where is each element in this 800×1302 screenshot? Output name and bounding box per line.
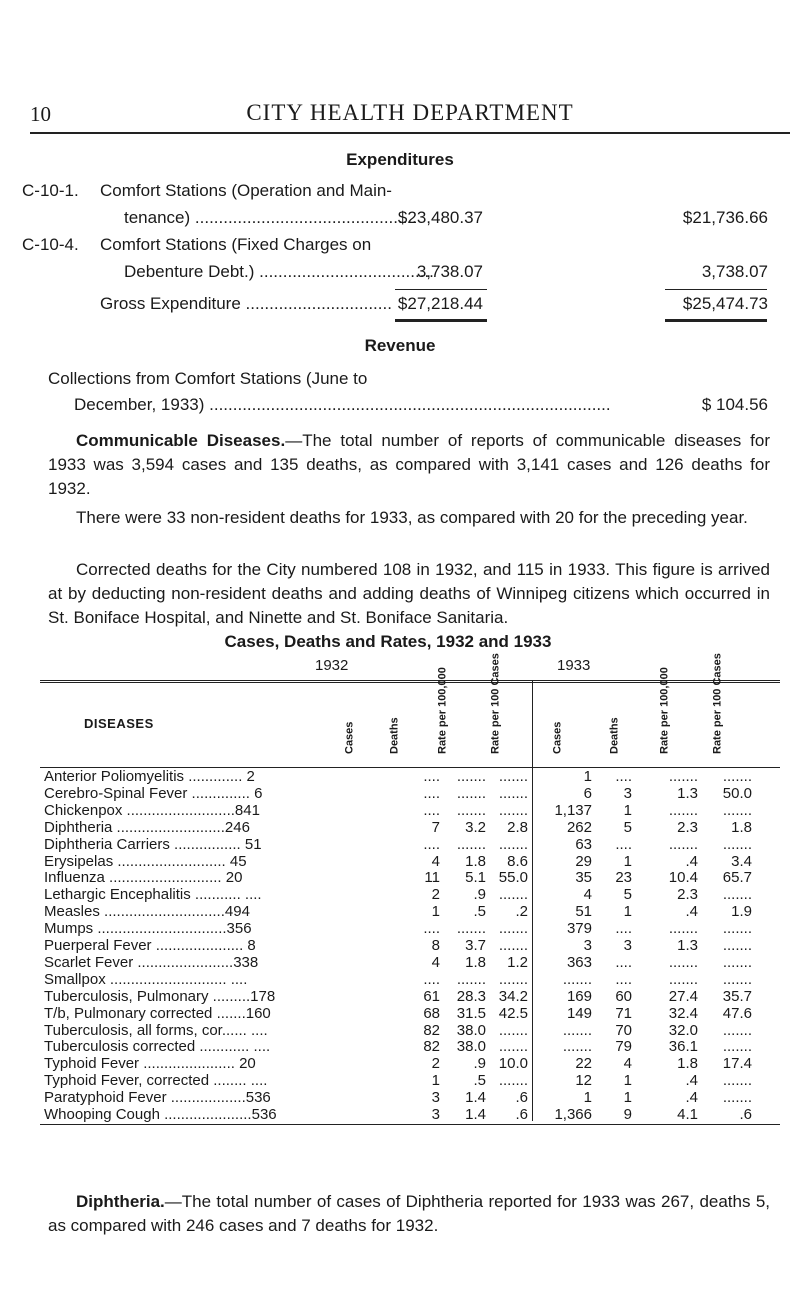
table-cell: 31.5 — [456, 1004, 486, 1022]
diphtheria-text: —The total number of cases of Diphtheria reported for 1933 was 267, deaths 5, as compared with 246 cases and 7 deaths for 1932. — [48, 1192, 770, 1235]
exp-line1-1: Comfort Stations (Operation and Main- — [100, 181, 392, 200]
table-cell: 28.3 — [456, 987, 486, 1005]
table-cell: 82 — [423, 1021, 440, 1039]
table-row — [40, 920, 780, 937]
table-cell: 3.2 — [465, 818, 486, 836]
table-row — [40, 954, 780, 971]
table-row — [40, 886, 780, 903]
table-cell: ....... — [498, 835, 528, 853]
diphtheria-paragraph — [48, 1190, 770, 1238]
table-cell: 55.0 — [498, 869, 528, 887]
disease-name: Erysipelas .......................... 45 — [44, 852, 247, 870]
table-cell: ....... — [722, 1038, 752, 1056]
revenue-amount: $ 104.56 — [698, 395, 768, 415]
table-cell: ....... — [456, 784, 486, 802]
table-cell: 8.6 — [507, 852, 528, 870]
table-cell: 1 — [623, 1072, 632, 1090]
table-cell: .5 — [473, 1072, 486, 1090]
table-cell: .9 — [473, 886, 486, 904]
table-row — [40, 785, 780, 802]
table-cell: ....... — [498, 1072, 528, 1090]
table-cell: .... — [423, 920, 440, 938]
gross-amount-a: $27,218.44 — [397, 294, 483, 313]
year-1933: 1933 — [557, 657, 591, 674]
table-row — [40, 819, 780, 836]
table-cell: 1.8 — [465, 953, 486, 971]
running-title: CITY HEALTH DEPARTMENT — [246, 100, 574, 125]
table-cell: 1,137 — [554, 801, 592, 819]
table-cell: .9 — [473, 1055, 486, 1073]
table-cell: .2 — [515, 903, 528, 921]
table-cell: .... — [615, 953, 632, 971]
table-row — [40, 1072, 780, 1089]
table-row — [40, 988, 780, 1005]
table-cell: 1 — [623, 801, 632, 819]
table-cell: 61 — [423, 987, 440, 1005]
table-cell: .... — [423, 801, 440, 819]
disease-name: T/b, Pulmonary corrected .......160 — [44, 1004, 271, 1022]
table-cell: 1 — [623, 1089, 632, 1107]
exp-line2-2: Debenture Debt.) — [124, 262, 255, 281]
nonresident-paragraph: There were 33 non-resident deaths for 1933, as compared with 20 for the preceding year. — [76, 508, 748, 527]
gross-amount-b: $25,474.73 — [682, 294, 768, 313]
disease-name: Cerebro-Spinal Fever .............. 6 — [44, 784, 263, 802]
table-cell: ....... — [498, 801, 528, 819]
table-bottom-rule — [40, 1124, 780, 1125]
table-cell: ....... — [562, 970, 592, 988]
table-cell: .... — [615, 920, 632, 938]
table-cell: 5 — [623, 886, 632, 904]
table-cell: ....... — [722, 1089, 752, 1107]
exp-amount-a-2: 3,738.07 — [416, 262, 483, 281]
disease-name: Diphtheria Carriers ................ 51 — [44, 835, 262, 853]
table-cell: 35 — [575, 869, 592, 887]
table-cell: ....... — [456, 835, 486, 853]
table-cell: 27.4 — [668, 987, 698, 1005]
disease-name: Puerperal Fever ..................... 8 — [44, 937, 256, 954]
communicable-head: Communicable Diseases. — [76, 431, 286, 450]
table-cell: 2 — [431, 886, 440, 904]
exp-subtotal-rule-a — [395, 289, 487, 290]
table-row — [40, 1005, 780, 1022]
page-number: 10 — [30, 102, 51, 126]
table-cell: .4 — [685, 903, 698, 921]
table-cell: 4 — [583, 886, 592, 904]
table-cell: 10.4 — [668, 869, 698, 887]
table-cell: 1 — [623, 903, 632, 921]
table-cell: 34.2 — [498, 987, 528, 1005]
table-cell: 1.8 — [677, 1055, 698, 1073]
table-cell: 8 — [431, 937, 440, 954]
table-cell: ....... — [668, 835, 698, 853]
table-cell: 3.4 — [731, 852, 752, 870]
table-cell: ....... — [456, 801, 486, 819]
table-cell: .4 — [685, 1089, 698, 1107]
table-cell: 169 — [566, 987, 592, 1005]
exp-amount-b-1: $21,736.66 — [682, 208, 768, 227]
table-cell: 3 — [623, 784, 632, 802]
table-cell: .... — [423, 835, 440, 853]
table-cell: 38.0 — [456, 1021, 486, 1039]
table-cell: 32.0 — [668, 1021, 698, 1039]
gross-double-rule-a — [395, 319, 487, 322]
table-title: Cases, Deaths and Rates, 1932 and 1933 — [224, 632, 552, 651]
table-cell: 17.4 — [722, 1055, 752, 1073]
table-cell: ....... — [456, 768, 486, 785]
table-cell: 32.4 — [668, 1004, 698, 1022]
table-cell: 23 — [615, 869, 632, 887]
table-cell: 47.6 — [722, 1004, 752, 1022]
table-cell: 1 — [431, 1072, 440, 1090]
table-cell: .... — [423, 784, 440, 802]
table-cell: ....... — [722, 835, 752, 853]
table-cell: ....... — [456, 920, 486, 938]
disease-name: Tuberculosis, all forms, cor...... .... — [44, 1021, 268, 1039]
table-row — [40, 802, 780, 819]
table-cell: 70 — [615, 1021, 632, 1039]
table-cell: 22 — [575, 1055, 592, 1073]
table-row — [40, 869, 780, 886]
col-deaths-1933: Deaths — [608, 717, 621, 754]
disease-name: Whooping Cough .....................536 — [44, 1106, 277, 1123]
table-cell: .4 — [685, 1072, 698, 1090]
table-cell: ....... — [722, 1021, 752, 1039]
table-cell: ....... — [722, 920, 752, 938]
table-cell: .4 — [685, 852, 698, 870]
table-cell: ....... — [668, 920, 698, 938]
table-cell: 2.8 — [507, 818, 528, 836]
table-cell: 3 — [431, 1106, 440, 1123]
table-cell: ....... — [722, 1072, 752, 1090]
col-cases-1932: Cases — [343, 721, 356, 754]
table-cell: 1.3 — [677, 784, 698, 802]
table-cell: 1 — [623, 852, 632, 870]
table-cell: 5 — [623, 818, 632, 836]
table-cell: 36.1 — [668, 1038, 698, 1056]
gross-label: Gross Expenditure — [100, 294, 241, 313]
table-row — [40, 836, 780, 853]
table-row — [40, 853, 780, 870]
col-rate-100cases-1933: Rate per 100 Cases — [711, 653, 724, 754]
table-cell: ....... — [668, 768, 698, 785]
table-cell: ....... — [722, 768, 752, 785]
page-header — [30, 98, 790, 134]
table-cell: 2 — [431, 1055, 440, 1073]
disease-name: Tuberculosis corrected ............ .... — [44, 1038, 271, 1056]
table-cell: ....... — [498, 768, 528, 785]
col-cases-1933: Cases — [551, 721, 564, 754]
table-cell: 4 — [623, 1055, 632, 1073]
table-cell: ....... — [562, 1021, 592, 1039]
table-cell: 9 — [623, 1106, 632, 1123]
table-cell: .6 — [515, 1106, 528, 1123]
diseases-header: DISEASES — [84, 716, 154, 731]
table-cell: ....... — [456, 970, 486, 988]
table-cell: .5 — [473, 903, 486, 921]
disease-name: Measles .............................494 — [44, 903, 250, 921]
table-cell: 82 — [423, 1038, 440, 1056]
table-cell: ....... — [498, 784, 528, 802]
table-cell: 1 — [583, 1089, 592, 1107]
exp-code-2: C-10-4. — [22, 235, 79, 254]
table-row — [40, 1038, 780, 1055]
table-cell: 4 — [431, 852, 440, 870]
disease-name: Diphtheria ..........................246 — [44, 818, 250, 836]
table-cell: ....... — [498, 886, 528, 904]
expenditures-title: Expenditures — [346, 150, 454, 169]
table-cell: .6 — [515, 1089, 528, 1107]
table-cell: ....... — [722, 886, 752, 904]
exp-amount-a-1: $23,480.37 — [397, 208, 483, 227]
table-cell: 6 — [583, 784, 592, 802]
table-cell: 2.3 — [677, 818, 698, 836]
table-cell: .... — [615, 768, 632, 785]
table-cell: ....... — [668, 953, 698, 971]
table-cell: 35.7 — [722, 987, 752, 1005]
table-cell: ....... — [562, 1038, 592, 1056]
table-cell: 2.3 — [677, 886, 698, 904]
table-cell: .... — [423, 768, 440, 785]
table-cell: .6 — [739, 1106, 752, 1123]
table-cell: 4 — [431, 953, 440, 971]
table-cell: 1 — [583, 768, 592, 785]
table-cell: 262 — [566, 818, 592, 836]
table-cell: 65.7 — [722, 869, 752, 887]
table-cell: ....... — [498, 1038, 528, 1056]
corrected-paragraph: Corrected deaths for the City numbered 108 in 1932, and 115 in 1933. This figure is arrived at by deducting non-resident deaths and adding deaths of Winnipeg citizens which occurred in St. Boniface Hospital, and Ninette and St. Boniface Sanitaria. — [48, 560, 770, 627]
table-cell: 379 — [566, 920, 592, 938]
table-cell: 1.4 — [465, 1106, 486, 1123]
table-row — [40, 1106, 780, 1123]
table-cell: 1,366 — [554, 1106, 592, 1123]
col-rate-100000-1933: Rate per 100,000 — [658, 667, 671, 754]
table-cell: ....... — [668, 970, 698, 988]
disease-name: Smallpox ............................ .... — [44, 970, 248, 988]
table-cell: ....... — [498, 970, 528, 988]
table-cell: 1.8 — [731, 818, 752, 836]
table-row — [40, 1089, 780, 1106]
table-cell: 42.5 — [498, 1004, 528, 1022]
table-cell: 60 — [615, 987, 632, 1005]
table-row — [40, 1022, 780, 1039]
year-1932: 1932 — [315, 657, 349, 674]
table-cell: 11 — [424, 869, 440, 887]
table-row — [40, 768, 780, 785]
exp-line2-1: tenance) — [124, 208, 191, 227]
table-cell: 29 — [575, 852, 592, 870]
table-cell: .... — [423, 970, 440, 988]
exp-code-1: C-10-1. — [22, 181, 79, 200]
table-cell: 71 — [615, 1004, 632, 1022]
revenue-line2: December, 1933) — [74, 395, 205, 414]
table-cell: 1.8 — [465, 852, 486, 870]
table-cell: 3 — [623, 937, 632, 954]
table-cell: 1.3 — [677, 937, 698, 954]
disease-name: Typhoid Fever ...................... 20 — [44, 1055, 256, 1073]
col-deaths-1932: Deaths — [388, 717, 401, 754]
diphtheria-head: Diphtheria. — [76, 1192, 165, 1211]
table-cell: 4.1 — [677, 1106, 698, 1123]
table-cell: .... — [615, 970, 632, 988]
disease-name: Typhoid Fever, corrected ........ .... — [44, 1072, 268, 1090]
table-cell: 5.1 — [465, 869, 486, 887]
table-row — [40, 937, 780, 954]
table-cell: 38.0 — [456, 1038, 486, 1056]
table-cell: 1 — [431, 903, 440, 921]
table-row — [40, 903, 780, 920]
disease-name: Chickenpox ..........................841 — [44, 801, 260, 819]
disease-name: Scarlet Fever .......................338 — [44, 953, 259, 971]
table-cell: 363 — [566, 953, 592, 971]
communicable-text: —The total number of reports of communicable diseases for 1933 was 3,594 cases and 135 deaths, as compared with 3,141 cases and 126 deaths for 1932. — [48, 431, 771, 498]
table-cell: 149 — [566, 1004, 592, 1022]
table-cell: ....... — [668, 801, 698, 819]
table-row — [40, 971, 780, 988]
revenue-title: Revenue — [364, 336, 436, 355]
table-cell: 3 — [583, 937, 592, 954]
gross-double-rule-b — [665, 319, 767, 322]
table-cell: 51 — [575, 903, 592, 921]
col-rate-100000-1932: Rate per 100,000 — [436, 667, 449, 754]
table-cell: ....... — [722, 801, 752, 819]
disease-name: Lethargic Encephalitis ........... .... — [44, 886, 262, 904]
communicable-paragraph — [48, 429, 770, 501]
table-cell: 1.4 — [465, 1089, 486, 1107]
disease-name: Paratyphoid Fever ..................536 — [44, 1089, 271, 1107]
col-rate-100cases-1932: Rate per 100 Cases — [489, 653, 502, 754]
table-cell: 1.2 — [507, 953, 528, 971]
table-cell: 50.0 — [722, 784, 752, 802]
table-cell: 79 — [615, 1038, 632, 1056]
table-cell: ....... — [722, 937, 752, 954]
table-cell: 3.7 — [465, 937, 486, 954]
table-cell: 63 — [575, 835, 592, 853]
revenue-line1: Collections from Comfort Stations (June to — [48, 369, 368, 388]
table-cell: 7 — [431, 818, 440, 836]
table-cell: 3 — [431, 1089, 440, 1107]
table-cell: .... — [615, 835, 632, 853]
disease-name: Influenza ........................... 20 — [44, 869, 243, 887]
table-cell: 12 — [575, 1072, 592, 1090]
exp-subtotal-rule-b — [665, 289, 767, 290]
table-row — [40, 1055, 780, 1072]
table-cell: ....... — [498, 937, 528, 954]
disease-name: Mumps ...............................356 — [44, 920, 252, 938]
exp-amount-b-2: 3,738.07 — [701, 262, 768, 281]
disease-name: Tuberculosis, Pulmonary .........178 — [44, 987, 276, 1005]
table-cell: ....... — [722, 953, 752, 971]
table-cell: 68 — [423, 1004, 440, 1022]
table-cell: 1.9 — [731, 903, 752, 921]
table-cell: 10.0 — [498, 1055, 528, 1073]
exp-line1-2: Comfort Stations (Fixed Charges on — [100, 235, 372, 254]
table-cell: ....... — [722, 970, 752, 988]
table-cell: ....... — [498, 1021, 528, 1039]
table-cell: ....... — [498, 920, 528, 938]
disease-name: Anterior Poliomyelitis ............. 2 — [44, 768, 255, 785]
